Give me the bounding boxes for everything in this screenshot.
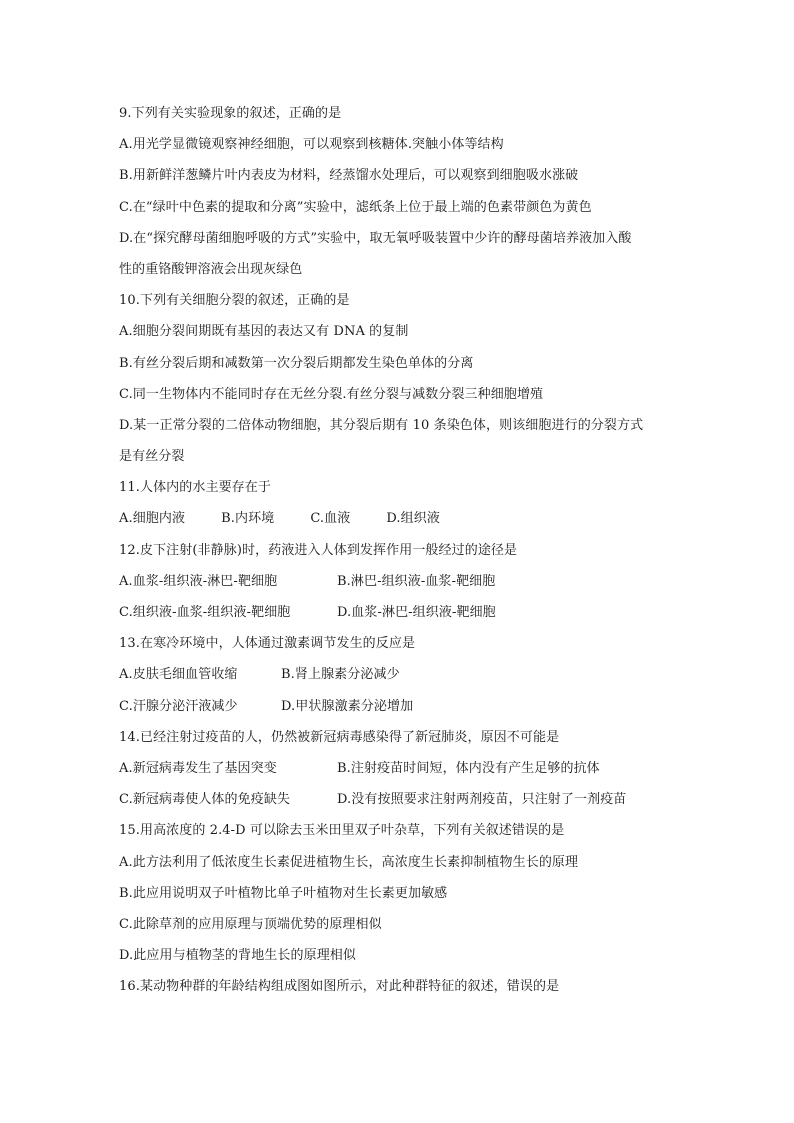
question-14-option-b: B.注射疫苗时间短，体内没有产生足够的抗体: [337, 760, 600, 776]
question-10-option-c: C.同一生物体内不能同时存在无丝分裂.有丝分裂与减数分裂三种细胞增殖: [119, 386, 544, 402]
question-12-option-c: C.组织液-血浆-组织液-靶细胞: [119, 605, 291, 620]
question-11-option-b: B.内环境: [221, 511, 275, 527]
question-10-option-d: D.某一正常分裂的二倍体动物细胞，其分裂后期有 10 条染色体，则该细胞进行的分裂方式: [119, 417, 644, 433]
question-15-stem: 15.用高浓度的 2.4-D 可以除去玉米田里双子叶杂草，下列有关叙述错误的是: [119, 823, 565, 839]
question-13-option-d: D.甲状腺激素分泌增加: [281, 698, 414, 714]
question-list: [119, 102, 689, 1006]
question-13-option-c: C.汗腺分泌汗液减少: [119, 698, 238, 714]
question-9-option-d-continued: 性的重铬酸钾溶液会出现灰绿色: [119, 261, 303, 277]
question-11-option-a: A.细胞内液: [119, 511, 186, 527]
question-13-option-a: A.皮肤毛细血管收缩: [119, 667, 238, 683]
question-14-options-row-1: [119, 757, 689, 788]
question-11-option-c: C.血液: [310, 511, 351, 527]
question-12-stem: 12.皮下注射(非静脉)时，药液进入人体到发挥作用一般经过的途径是: [119, 542, 518, 558]
question-15-option-b: B.此应用说明双子叶植物比单子叶植物对生长素更加敏感: [119, 885, 448, 901]
question-13-options-row-2: [119, 695, 689, 726]
question-9-stem: 9.下列有关实验现象的叙述，正确的是: [119, 106, 342, 121]
question-15-option-a: A.此方法利用了低浓度生长素促进植物生长，高浓度生长素抑制植物生长的原理: [119, 854, 579, 870]
question-15-option-d: D.此应用与植物茎的背地生长的原理相似: [119, 948, 356, 964]
question-10-stem: 10.下列有关细胞分裂的叙述，正确的是: [119, 293, 350, 309]
question-13-option-b: B.肾上腺素分泌减少: [281, 667, 400, 683]
question-13-options-row-1: [119, 663, 689, 694]
question-12-options-row-2: [119, 601, 689, 632]
question-10-option-d-continued: 是有丝分裂: [119, 449, 185, 465]
question-9-option-c: C.在“绿叶中色素的提取和分离”实验中，滤纸条上位于最上端的色素带颜色为黄色: [119, 199, 592, 215]
question-15-option-c: C.此除草剂的应用原理与顶端优势的原理相似: [119, 916, 382, 932]
question-12-options-row-1: [119, 570, 689, 601]
question-14-options-row-2: [119, 788, 689, 819]
question-16-stem: 16.某动物种群的年龄结构组成图如图所示，对此种群特征的叙述，错误的是: [119, 979, 560, 995]
question-11-options: [119, 507, 689, 538]
question-14-stem: 14.已经注射过疫苗的人，仍然被新冠病毒感染得了新冠肺炎，原因不可能是: [119, 729, 560, 745]
question-9-option-d: D.在“探究酵母菌细胞呼吸的方式”实验中，取无氧呼吸装置中少许的酵母菌培养液加入酸: [119, 230, 632, 246]
question-10-option-a: A.细胞分裂间期既有基因的表达又有 DNA 的复制: [119, 324, 409, 340]
question-12-option-d: D.血浆-淋巴-组织液-靶细胞: [337, 605, 496, 620]
question-10-option-b: B.有丝分裂后期和减数第一次分裂后期都发生染色单体的分离: [119, 355, 474, 371]
question-13-stem: 13.在寒冷环境中，人体通过激素调节发生的反应是: [119, 636, 416, 652]
question-14-option-a: A.新冠病毒发生了基因突变: [119, 760, 277, 776]
question-11-option-d: D.组织液: [386, 511, 440, 527]
question-12-option-a: A.血浆-组织液-淋巴-靶细胞: [119, 573, 278, 589]
question-9-option-b: B.用新鲜洋葱鳞片叶内表皮为材料，经蒸馏水处理后，可以观察到细胞吸水涨破: [119, 168, 579, 184]
question-9-option-a: A.用光学显微镜观察神经细胞，可以观察到核糖体.突触小体等结构: [119, 137, 504, 153]
question-14-option-d: D.没有按照要求注射两剂疫苗，只注射了一剂疫苗: [337, 792, 627, 808]
question-12-option-b: B.淋巴-组织液-血浆-靶细胞: [337, 573, 496, 589]
question-14-option-c: C.新冠病毒使人体的免疫缺失: [119, 792, 291, 808]
question-11-stem: 11.人体内的水主要存在于: [119, 480, 271, 496]
